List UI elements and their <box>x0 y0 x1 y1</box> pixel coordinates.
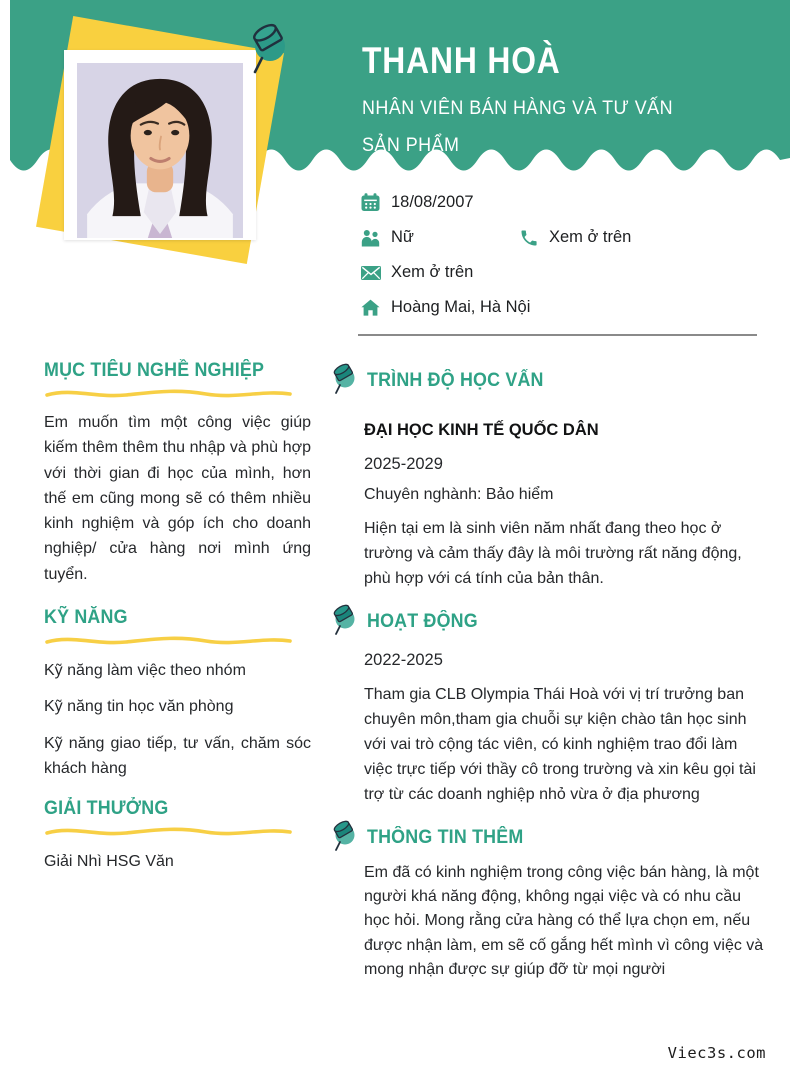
additional-info-section <box>330 821 768 982</box>
profile-photo <box>77 63 243 238</box>
education-major: Chuyên nghành: Bảo hiểm <box>364 486 554 503</box>
activities-period: 2022-2025 <box>364 651 443 669</box>
yellow-squiggle-underline <box>44 825 294 838</box>
skills-title: KỸ NĂNG <box>44 607 128 629</box>
contact-row-gender-phone <box>360 225 760 250</box>
profile-photo-frame <box>64 50 256 240</box>
additional-info-description: Em đã có kinh nghiệm trong công việc bán hàng, là một người khá năng động, không ngại việc và có nhu cầu học hỏi. Mong rằng cửa hàng có thể lựa chọn em, nếu được nhận làm, em sẽ cố gắng hết mình vì công việc và mong nhận được sự giúp đỡ từ mọi người <box>364 864 764 978</box>
education-period: 2025-2029 <box>364 455 443 473</box>
job-title: NHÂN VIÊN BÁN HÀNG VÀ TƯ VẤN SẢN PHẨM <box>362 97 673 156</box>
gender-value: Nữ <box>391 228 414 246</box>
section-divider <box>358 334 757 336</box>
additional-info-title: THÔNG TIN THÊM <box>367 827 524 848</box>
phone-icon <box>518 227 539 248</box>
objective-section <box>44 360 311 587</box>
address-value: Hoàng Mai, Hà Nội <box>391 298 531 316</box>
objective-title: MỤC TIÊU NGHỀ NGHIỆP <box>44 360 265 381</box>
education-description: Hiện tại em là sinh viên năm nhất đang theo học ở trường và cảm thấy đây là môi trường rất năng động, phù hợp với cá tính của bản thân. <box>364 520 742 587</box>
calendar-icon <box>360 192 381 213</box>
awards-title: GIẢI THƯỞNG <box>44 798 169 820</box>
skill-item: Kỹ năng tin học văn phòng <box>44 698 234 716</box>
skill-item: Kỹ năng làm việc theo nhóm <box>44 662 246 680</box>
contact-section <box>360 190 760 330</box>
activities-description: Tham gia CLB Olympia Thái Hoà với vị trí trưởng ban chuyên môn,tham gia chuỗi sự kiện chào tân học sinh với vai trò cộng tác viên, có kinh nghiệm trao đổi làm việc trực tiếp với thầy cô trong trường và xin kêu gọi tài trợ từ các doanh nghiệp nhỏ vừa ở địa phương <box>364 686 756 803</box>
phone-value: Xem ở trên <box>549 228 632 246</box>
candidate-name: THANH HOÀ <box>362 40 561 81</box>
contact-row-address <box>360 295 760 320</box>
contact-row-email <box>360 260 760 285</box>
education-school: ĐẠI HỌC KINH TẾ QUỐC DÂN <box>364 421 599 439</box>
birthday-value: 18/08/2007 <box>391 193 474 211</box>
activities-section <box>330 605 768 807</box>
home-icon <box>360 297 381 318</box>
left-column <box>44 360 311 875</box>
gender-icon <box>360 227 381 248</box>
email-value: Xem ở trên <box>391 263 474 281</box>
education-section <box>330 364 768 591</box>
activities-title: HOẠT ĐỘNG <box>367 611 478 632</box>
skills-section <box>44 607 311 781</box>
objective-body: Em muốn tìm một công việc giúp kiếm thêm thêm thu nhập và phù hợp với thời gian đi học của mình, hơn thế em cũng mong sẽ có thêm nhiều kinh nghiệm và góp ích cho doanh nghiệp/ cửa hàng nơi mình ứng tuyển. <box>44 414 311 583</box>
contact-row-birthday <box>360 190 760 215</box>
pushpin-icon <box>330 819 358 852</box>
award-item: Giải Nhì HSG Văn <box>44 853 174 871</box>
pushpin-icon <box>246 20 292 76</box>
skill-item: Kỹ năng giao tiếp, tư vấn, chăm sóc khách hàng <box>44 734 311 777</box>
right-column <box>330 364 768 982</box>
yellow-squiggle-underline <box>44 387 294 400</box>
education-title: TRÌNH ĐỘ HỌC VẤN <box>367 370 544 391</box>
mail-icon <box>360 262 381 283</box>
footer-brand: Viec3s.com <box>667 1044 766 1062</box>
yellow-squiggle-underline <box>44 634 294 647</box>
pushpin-icon <box>330 362 358 395</box>
awards-section <box>44 798 311 874</box>
pushpin-icon <box>330 603 358 636</box>
